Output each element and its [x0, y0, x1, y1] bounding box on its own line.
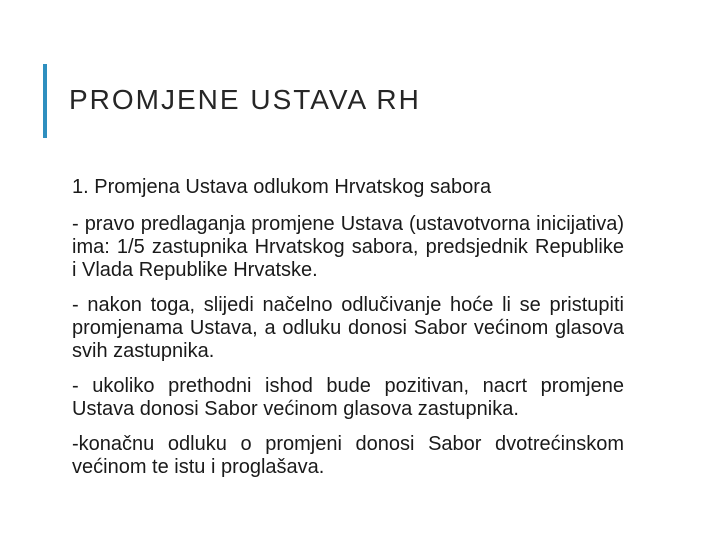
body-paragraph: - ukoliko prethodni ishod bude pozitivan, nacrt promjene Ustava donosi Sabor većinom glasova zastupnika.	[72, 375, 624, 420]
slide-body	[72, 176, 624, 491]
title-accent-bar	[43, 64, 47, 138]
body-paragraph: - pravo predlaganja promjene Ustava (ustavotvorna inicijativa) ima: 1/5 zastupnika Hrvatskog sabora, predsjednik Republike i Vlada Republike Hrvatske.	[72, 213, 624, 281]
body-paragraph-heading: 1. Promjena Ustava odlukom Hrvatskog sabora	[72, 176, 492, 198]
slide-title: PROMJENE USTAVA RH	[69, 84, 421, 115]
body-paragraph: - nakon toga, slijedi načelno odlučivanje hoće li se pristupiti promjenama Ustava, a odluku donosi Sabor većinom glasova svih zastupnika.	[72, 294, 624, 362]
body-paragraph: -konačnu odluku o promjeni donosi Sabor dvotrećinskom većinom te istu i proglašava.	[72, 433, 624, 478]
